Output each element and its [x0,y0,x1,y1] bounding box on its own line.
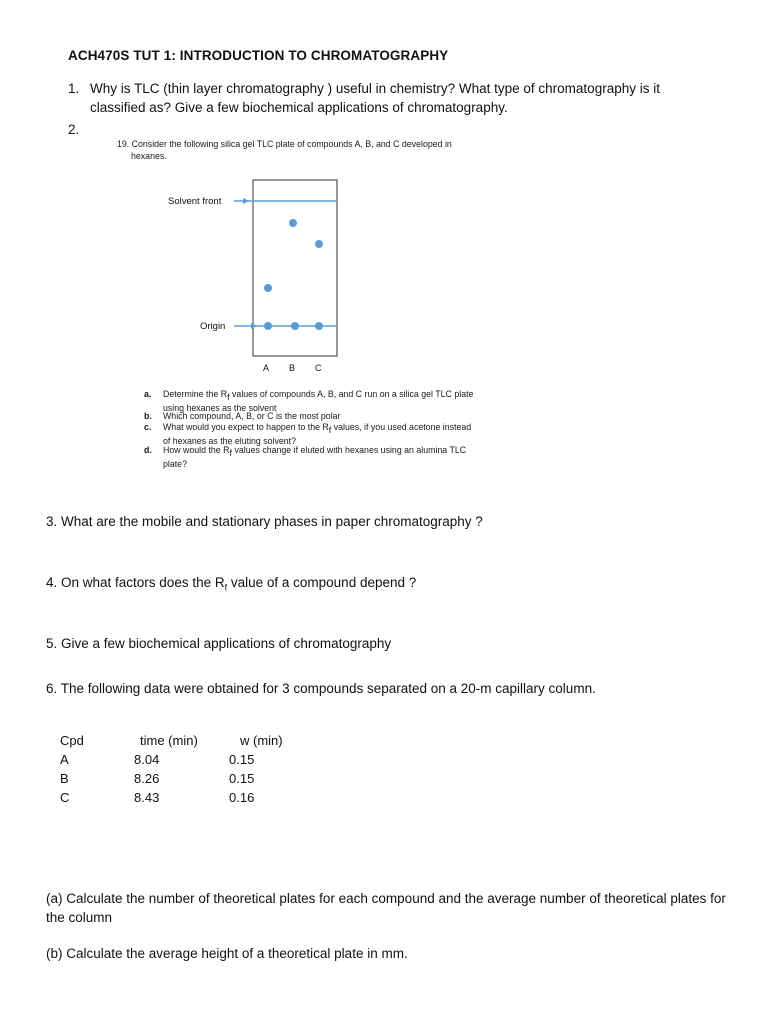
sub-question-line: Which compound, A, B, or C is the most polar [163,411,341,421]
figure-intro-line: 19. Consider the following silica gel TLC plate of compounds A, B, and C developed in [117,139,452,149]
sub-question-label: c. [144,422,152,432]
lane-label-b: B [289,363,296,373]
origin-label: Origin [200,321,226,332]
sub-question-line: plate? [163,458,187,469]
sub-question-line: How would the R [163,445,230,455]
origin-spot-a [264,322,272,330]
lane-label-a: A [263,363,270,373]
column-header: time (min) [140,733,198,748]
origin-spot-b [291,322,299,330]
table-cell: 0.15 [229,771,255,786]
column-header: Cpd [60,733,84,748]
subscript: f [229,447,233,458]
question-6a: (a) Calculate the number of theoretical plates for each compound and the average number of theoretical plates for the column [46,891,726,925]
tlc-plate-diagram [112,136,524,386]
table-cell: 8.26 [134,771,160,786]
question-text: 4. On what factors does the R [46,575,225,590]
column-width [229,731,283,807]
sub-question-text [163,411,483,422]
question-3: 3. What are the mobile and stationary phases in paper chromatography ? [46,514,483,529]
page-title: ACH470S TUT 1: INTRODUCTION TO CHROMATOGRAPHY [68,48,449,63]
subscript: f [227,391,230,402]
question-2-number: 2. [68,122,80,137]
sub-question-label: b. [144,411,152,421]
spot-b [289,219,297,227]
tlc-figure [112,136,524,480]
question-text: Why is TLC (thin layer chromatography ) useful in chemistry? What type of chromatography is it classified as? Give a few biochemical applications of chromatography. [90,81,660,115]
column-cpd [60,731,84,807]
origin-arrow [251,323,257,329]
figure-intro-line: hexanes. [131,151,167,161]
sub-question-text [163,422,483,447]
question-5: 5. Give a few biochemical applications of chromatography [46,636,392,651]
sub-questions [112,389,524,479]
table-cell: 0.16 [229,790,255,805]
column-header: w (min) [240,733,283,748]
table-cell: 8.43 [134,790,160,805]
subscript: f [328,424,332,435]
question-6b: (b) Calculate the average height of a theoretical plate in mm. [46,946,408,961]
table-cell: C [60,790,70,805]
spot-c [315,240,323,248]
solvent-front-arrow [243,198,249,204]
sub-question-label: a. [144,389,152,399]
table-cell: B [60,771,69,786]
question-4 [46,573,416,598]
question-6: 6. The following data were obtained for 3 compounds separated on a 20-m capillary column. [46,681,596,696]
sub-question-line: values change if eluted with hexanes using an alumina TLC [232,445,467,455]
sub-question-line: using hexanes as the solvent [163,402,277,413]
question-number: 1. [68,81,80,96]
sub-question-text [163,445,483,470]
origin-spot-c [315,322,323,330]
spot-a [264,284,272,292]
sub-question-line: What would you expect to happen to the R [163,422,329,432]
lane-label-c: C [315,363,322,373]
sub-question-label: d. [144,445,152,455]
subscript: f [224,582,228,593]
table-cell: 0.15 [229,752,255,767]
sub-question-line: values, if you used acetone instead [331,422,472,432]
sub-question-line: of hexanes as the eluting solvent? [163,435,297,446]
sub-question-line: Determine the R [163,389,228,399]
sub-question-line: values of compounds A, B, and C run on a silica gel TLC plate [229,389,474,399]
column-time [134,731,198,807]
solvent-front-label: Solvent front [168,196,222,207]
question-text: value of a compound depend ? [227,575,417,590]
table-cell: 8.04 [134,752,160,767]
table-cell: A [60,752,69,767]
